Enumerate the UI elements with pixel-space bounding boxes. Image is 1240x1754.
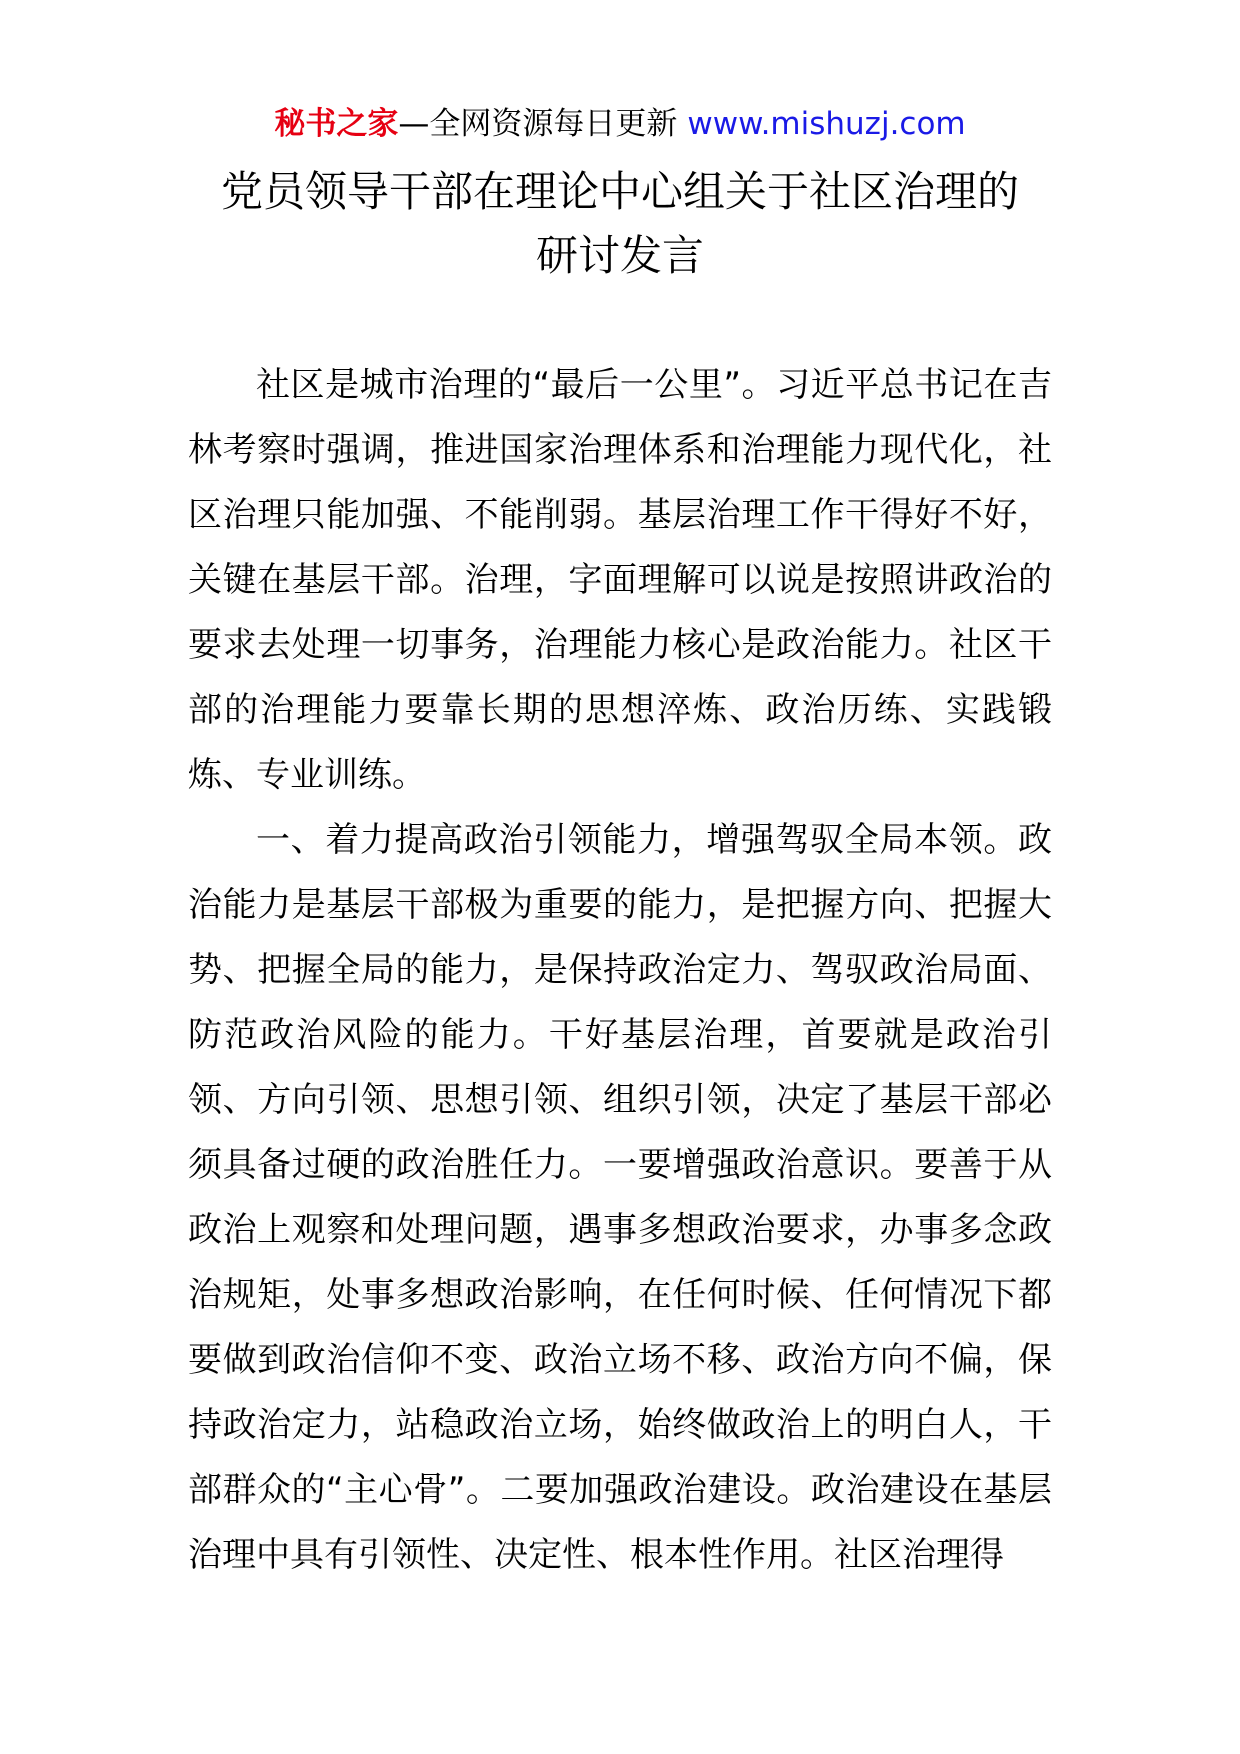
title-line-1: 党员领导干部在理论中心组关于社区治理的 (220, 167, 1019, 216)
document-title (0, 160, 1240, 288)
title-line-2: 研讨发言 (535, 231, 704, 280)
document-body (188, 353, 1052, 1588)
watermark-header (0, 100, 1240, 148)
paragraph-section-1: 一、着力提高政治引领能力，增强驾驭全局本领。政治能力是基层干部极为重要的能力，是把握方向、把握大势、把握全局的能力，是保持政治定力、驾驭政治局面、防范政治风险的能力。干好基层治理，首要就是政治引领、方向引领、思想引领、组织引领，决定了基层干部必须具备过硬的政治胜任力。一要增强政治意识。要善于从政治上观察和处理问题，遇事多想政治要求，办事多念政治规矩，处事多想政治影响，在任何时候、任何情况下都要做到政治信仰不变、政治立场不移、政治方向不偏，保持政治定力，站稳政治立场，始终做政治上的明白人，干部群众的“主心骨”。二要加强政治建设。政治建设在基层治理中具有引领性、决定性、根本性作用。社区治理得 (188, 820, 1052, 1575)
paragraph-intro: 社区是城市治理的“最后一公里”。习近平总书记在吉林考察时强调，推进国家治理体系和治理能力现代化，社区治理只能加强、不能削弱。基层治理工作干得好不好，关键在基层干部。治理，字面理解可以说是按照讲政治的要求去处理一切事务，治理能力核心是政治能力。社区干部的治理能力要靠长期的思想淬炼、政治历练、实践锻炼、专业训练。 (188, 365, 1052, 795)
site-url-link[interactable]: www.mishuzj.com (687, 106, 966, 142)
brand-name: 秘书之家 (274, 106, 399, 142)
header-tagline: —全网资源每日更新 (398, 106, 678, 142)
